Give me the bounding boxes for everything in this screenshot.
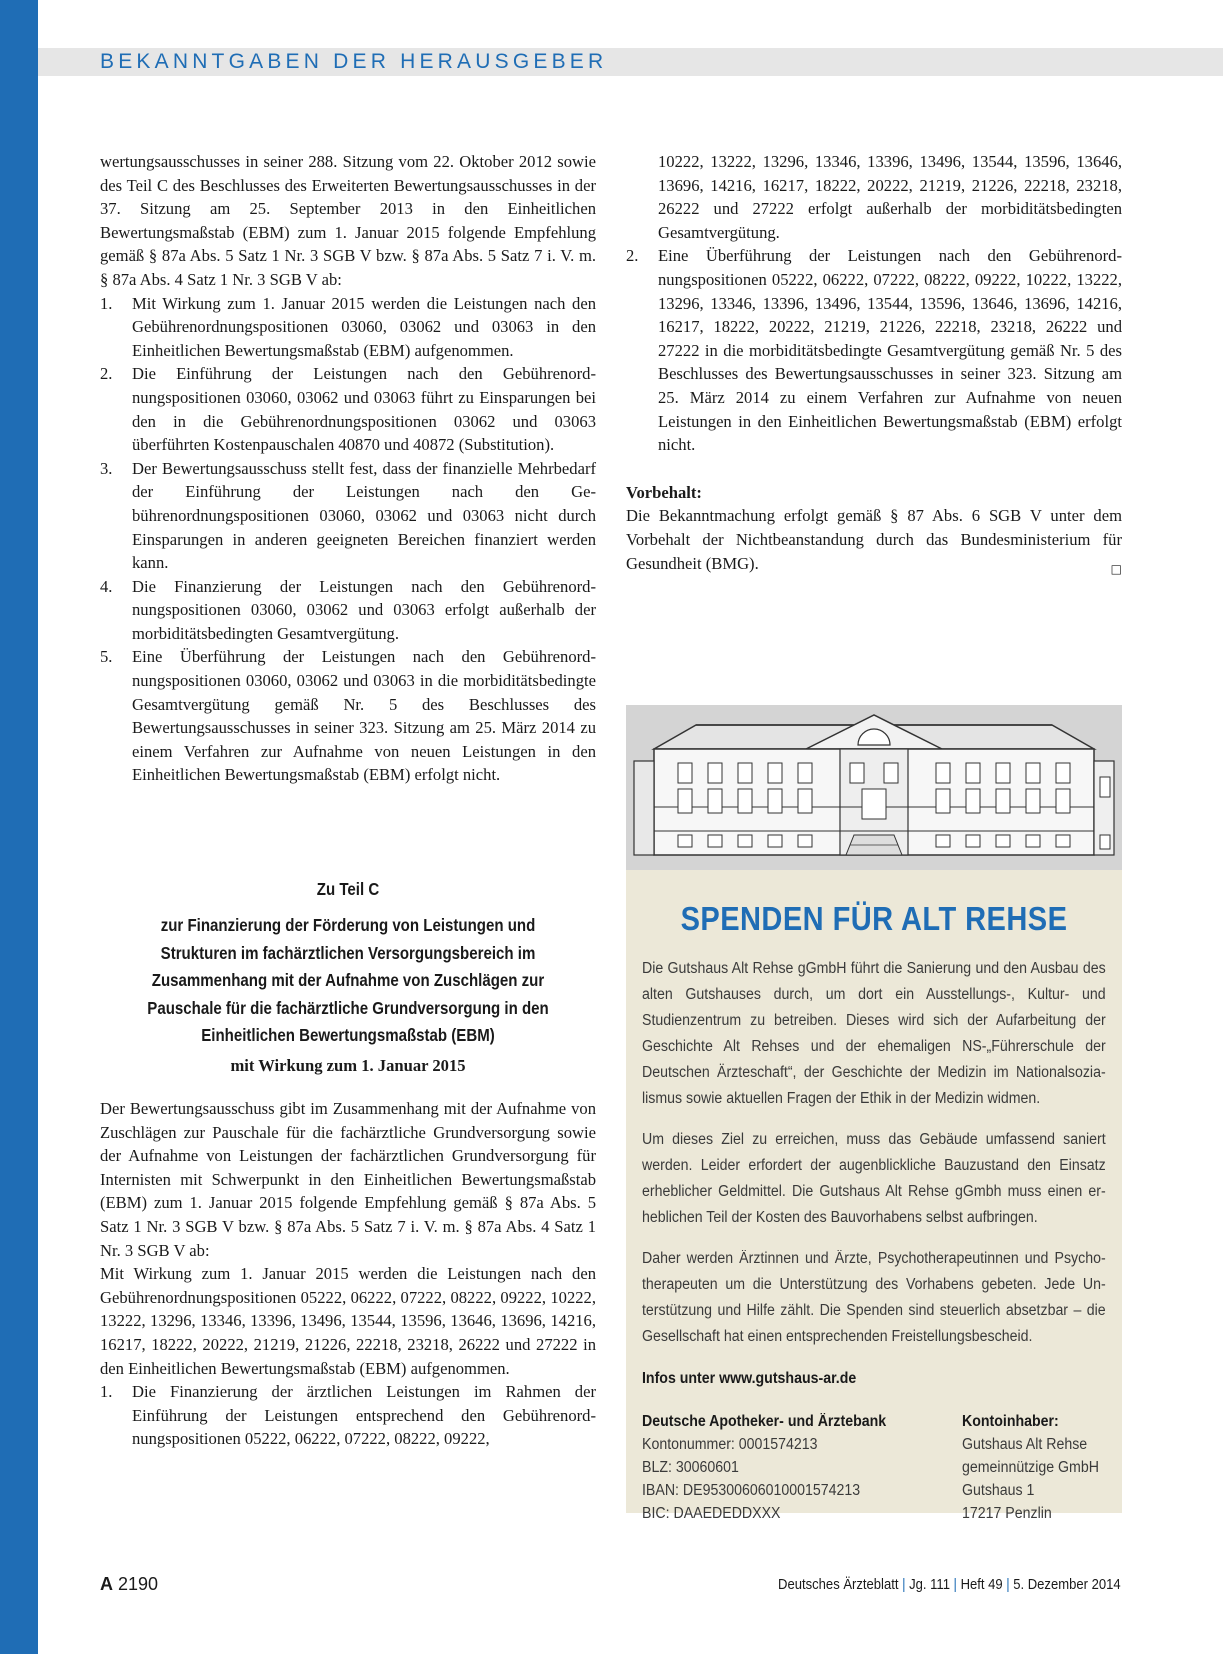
list-item (626, 244, 1122, 456)
holder-line: gemeinnützige GmbH (962, 1459, 1099, 1476)
bank-details (642, 1410, 886, 1525)
teil-c-title: Zu Teil C (316, 879, 380, 899)
item-number: 2. (626, 246, 639, 266)
teil-c-subtitle: zur Finanzierung der Förderung von Leistungen und Strukturen im fachärztlichen Versorgungsbereich im Zusammenhang mit der Aufnahme von Zuschlägen zur Pauschale für die fachärztliche Grundversorgung in den Einheitlichen Bewertungsmaßstab (EBM) (147, 915, 549, 1045)
journal-date: 5. Dezember 2014 (1013, 1577, 1121, 1593)
item-number: 2. (100, 364, 113, 384)
item-text: Die Einführung der Leistungen nach den Gebührenordnungspositionen 03060, 03062 und 03063 führt zu Einsparungen bei den in die Gebührenordnungspositionen 03062 und 03063 überführten Kostenpauschalen 40870 und 40872 (Substitution). (132, 364, 596, 455)
page-number-value: 2190 (118, 1574, 159, 1594)
section-title: BEKANNTGABEN DER HERAUSGEBER (100, 50, 608, 73)
list-item (100, 575, 596, 646)
manor-house-drawing (626, 705, 1122, 870)
intro-paragraph: wertungsausschusses in seiner 288. Sitzung vom 22. Oktober 2012 sowie des Teil C des Beschlusses des Erweiterten Bewertungsausschusses in der 37. Sitzung am 25. September 2013 in den Einheitlichen Bewertungsmaßstab (EBM) zum 1. Januar 2015 folgende Empfehlung gemäß § 87a Abs. 5 Satz 1 Nr. 3 SGB V bzw. § 87a Abs. 5 Satz 7 i. V. m. § 87a Abs. 4 Satz 1 Nr. 3 SGB V ab: (100, 152, 596, 289)
right-column (626, 150, 1122, 581)
item-text: Der Bewertungsausschuss stellt fest, dass der finanzielle Mehrbedarf der Einführung der Leistungen nach den Gebührenordnungspositionen 03060, 03062 und 03063 nicht durch Einsparungen in anderen geeigneten Bereichen finanziert werden kann. (132, 458, 596, 573)
donation-ad (626, 870, 1122, 1522)
ad-paragraph: Daher werden Ärztinnen und Ärzte, Psychotherapeutinnen und Psychotherapeuten um die Unterstützung des Vorhabens gebeten. Jede Unterstützung und Hilfe zählt. Die Spenden sind steuerlich absetzbar – die Gesellschaft hat einen entsprechenden Freistellungsbescheid. (642, 1250, 1106, 1345)
item-text: 10222, 13222, 13296, 13346, 13396, 13496, 13544, 13596, 13646, 13696, 14216, 16217, 18222, 20222, 21219, 21226, 22218, 23218, 26222 und 27222 erfolgt außerhalb der morbiditätsbedingten Gesamtvergütung. (658, 152, 1122, 242)
vorbehalt-body: Die Bekanntmachung erfolgt gemäß § 87 Abs. 6 SGB V unter dem Vorbehalt der Nichtbeanstandung durch das Bundesministerium für Gesundheit (BMG). (626, 506, 1122, 573)
left-column (100, 150, 596, 787)
account-holder (962, 1410, 1099, 1525)
ad-info-link[interactable]: Infos unter www.gutshaus-ar.de (642, 1370, 857, 1387)
sidebar-stripe (0, 0, 38, 1654)
journal-name: Deutsches Ärzteblatt (778, 1577, 899, 1593)
bank-name: Deutsche Apotheker- und Ärztebank (642, 1413, 887, 1430)
list-item (100, 362, 596, 456)
holder-line: 17217 Penzlin (962, 1505, 1052, 1522)
teil-c-paragraph: Der Bewertungsausschuss gibt im Zusammenhang mit der Aufnahme von Zuschlägen zur Pauschale für die fachärztliche Grundversorgung sowie der Aufnahme von Leistungen der fachärztlichen Grundversorgung für Internisten mit Schwerpunkt in den Einheitlichen Bewertungsmaßstab (EBM) zum 1. Januar 2015 folgende Empfehlung gemäß § 87a Abs. 5 Satz 1 Nr. 3 SGB V bzw. § 87a Abs. 5 Satz 7 i. V. m. § 87a Abs. 4 Satz 1 Nr. 3 SGB V ab: (100, 1099, 596, 1260)
holder-line: Gutshaus 1 (962, 1482, 1035, 1499)
bank-account: Kontonummer: 0001574213 (642, 1436, 818, 1453)
vorbehalt-title: Vorbehalt: (626, 482, 702, 502)
item-number: 5. (100, 647, 113, 667)
item-number: 1. (100, 1382, 113, 1402)
item-text: Die Finanzierung der ärztlichen Leistungen im Rahmen der Einführung der Leistungen entsprechend den Gebührenordnungspositionen 05222, 06222, 07222, 08222, 09222, (132, 1382, 596, 1449)
item-text: Die Finanzierung der Leistungen nach den Gebührenordnungspositionen 03060, 03062 und 03063 erfolgt außerhalb der morbiditätsbedingten Gesamtvergütung. (132, 576, 596, 643)
item-text: Eine Überführung der Leistungen nach den Gebührenordnungspositionen 03060, 03062 und 03063 in die morbiditätsbedingte Gesamtvergütung gemäß Nr. 5 des Beschlusses des Bewertungsausschusses in seiner 323. Sitzung am 25. März 2014 zu einem Verfahren zur Aufnahme von neuen Leistungen in den Einheitlichen Bewertungsmaßstab (EBM) erfolgt nicht. (132, 647, 596, 785)
list-item (100, 645, 596, 787)
holder-line: Gutshaus Alt Rehse (962, 1436, 1088, 1453)
item-text: Mit Wirkung zum 1. Januar 2015 werden die Leistungen nach den Gebührenordnungspositionen 03060, 03062 und 03063 in den Einheitlichen Bewertungsmaßstab (EBM) aufgenommen. (132, 293, 596, 360)
bank-bic: BIC: DAAEDEDDXXX (642, 1505, 781, 1522)
bank-iban: IBAN: DE95300606010001574213 (642, 1482, 861, 1499)
teil-c-body (100, 1097, 596, 1451)
item-number: 4. (100, 576, 113, 596)
vorbehalt-text (626, 504, 1122, 575)
item-text: Eine Überführung der Leistungen nach den Gebührenordnungspositionen 05222, 06222, 07222, 08222, 09222, 10222, 13222, 13296, 13346, 13396, 13496, 13544, 13596, 13646, 13696, 14216, 16217, 18222, 20222, 21219, 21226, 22218, 23218, 26222 und 27222 in die morbiditätsbedingte Gesamtvergütung gemäß Nr. 5 des Beschlusses des Bewertungsausschusses in seiner 323. Sitzung am 25. März 2014 zu einem Verfahren zur Aufnahme von neuen Leistungen in den Einheitlichen Bewertungsmaßstab (EBM) erfolgt nicht. (658, 246, 1122, 455)
ad-paragraph: Um dieses Ziel zu erreichen, muss das Gebäude umfassend saniert werden. Leider erfordert der augenblickliche Bauzustand den Einsatz erheblicher Geldmittel. Die Gutshaus Alt Rehse gGmbh muss einen erheblichen Teil der Kosten des Bauvorhabens selbst aufbringen. (642, 1131, 1106, 1226)
teil-c-paragraph: Mit Wirkung zum 1. Januar 2015 werden die Leistungen nach den Gebührenordnungspositionen 05222, 06222, 07222, 08222, 09222, 10222, 13222, 13296, 13346, 13396, 13496, 13544, 13596, 13646, 13696, 14216, 16217, 18222, 20222, 21219, 21226, 22218, 23218, 26222 und 27222 in den Einheitlichen Bewertungsmaßstab (EBM) aufgenommen. (100, 1264, 596, 1378)
ad-title: SPENDEN FÜR ALT REHSE (680, 900, 1068, 937)
journal-volume: Jg. 111 (909, 1577, 951, 1593)
item-number: 3. (100, 458, 113, 478)
bank-blz: BLZ: 30060601 (642, 1459, 739, 1476)
page-number (100, 1574, 158, 1595)
journal-issue: Heft 49 (960, 1577, 1004, 1593)
teil-c-date-line: mit Wirkung zum 1. Januar 2015 (230, 1056, 466, 1075)
journal-info: Deutsches Ärzteblatt | Jg. 111 | Heft 49 | 5. Dezember 2014 (778, 1577, 1121, 1593)
list-item (100, 457, 596, 575)
list-item (100, 1380, 596, 1451)
holder-title: Kontoinhaber: (962, 1413, 1059, 1430)
end-mark-icon: □ (1110, 561, 1122, 576)
item-number: 1. (100, 293, 113, 313)
manor-house-illustration (626, 705, 1122, 870)
page-letter: A (100, 1574, 113, 1594)
list-item (100, 292, 596, 363)
list-item (626, 150, 1122, 244)
ad-paragraph: Die Gutshaus Alt Rehse gGmbH führt die Sanierung und den Ausbau des alten Gutshauses durch, um dort ein Ausstellungs-, Kultur- und Studienzentrum zu betreiben. Dieses wird sich der Aufarbeitung der Geschichte Alt Rehses und der ehemaligen NS-„Führerschule der Deutschen Ärzteschaft“, der Geschichte der Medizin im Nationalsozialismus sowie aktuellen Fragen der Ethik in der Medizin widmen. (642, 960, 1106, 1107)
